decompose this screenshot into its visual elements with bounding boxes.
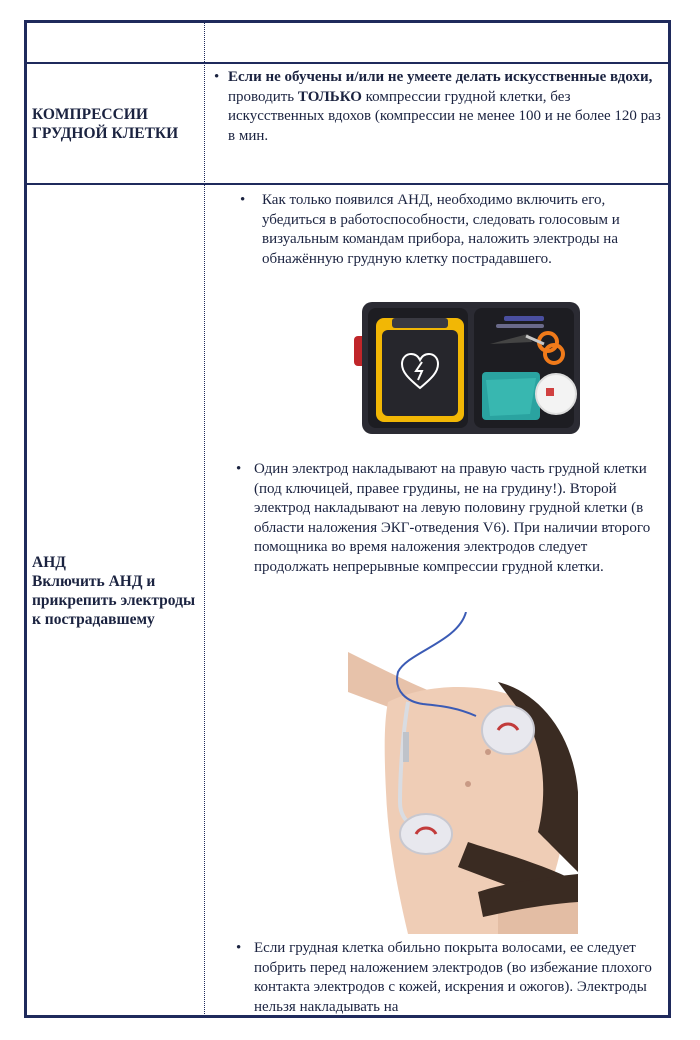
bullet-dot: • <box>240 192 246 208</box>
aed-bullet-3 <box>236 939 666 1017</box>
text-after-caps: компрессии грудной клетки, без искусственных вдохов (компрессии не менее 100 и не более 120 раз в мин. <box>228 88 661 144</box>
bold-phrase: Если не обучены и/или не умеете делать искусственные вдохи, <box>228 69 653 85</box>
aed-title-line1: АНД <box>32 554 66 571</box>
compressions-bullet <box>214 68 664 146</box>
compressions-title: КОМПРЕССИИ ГРУДНОЙ КЛЕТКИ <box>32 106 179 142</box>
row-divider-2 <box>24 183 671 185</box>
aed-case-image <box>340 290 602 442</box>
aed-case-illustration <box>340 290 602 442</box>
bullet-3-text: Если грудная клетка обильно покрыта волосами, ее следует побрить перед наложением электродов (во избежание плохого контакта электродов с кожей, искрения и ожогов). Электроды нельзя накладывать на <box>254 940 652 1015</box>
bullet-dot: • <box>236 461 242 477</box>
bullet-2-text: Один электрод накладывают на правую часть грудной клетки (под ключицей, правее грудины, не на грудину!). Второй электрод накладывают на левую половину грудной клетки (в области наложения ЭКГ-отведения V6). При наличии второго помощника во время наложения электродов следует продолжать непрерывные компрессии грудной клетки. <box>254 461 651 575</box>
aed-bullet-1 <box>240 191 640 269</box>
aed-title <box>32 553 200 629</box>
bullet-dot: • <box>214 69 220 85</box>
compressions-cell <box>214 68 664 146</box>
bullet-dot: • <box>236 940 242 956</box>
caps-phrase: ТОЛЬКО <box>297 88 362 105</box>
column-divider <box>204 20 205 1018</box>
aed-title-line2: Включить АНД и прикрепить электроды к пострадавшему <box>32 573 196 628</box>
bullet-1-text: Как только появился АНД, необходимо включить его, убедиться в работоспособности, следовать голосовым и визуальным командам прибора, наложить электроды на обнажённую грудную клетку пострадавшего. <box>262 192 620 267</box>
text-before-caps: проводить <box>228 88 298 105</box>
electrode-placement-image <box>348 612 578 934</box>
aed-bullet-2 <box>236 460 656 577</box>
electrode-placement-illustration <box>348 612 578 934</box>
row-divider-1 <box>24 62 671 64</box>
